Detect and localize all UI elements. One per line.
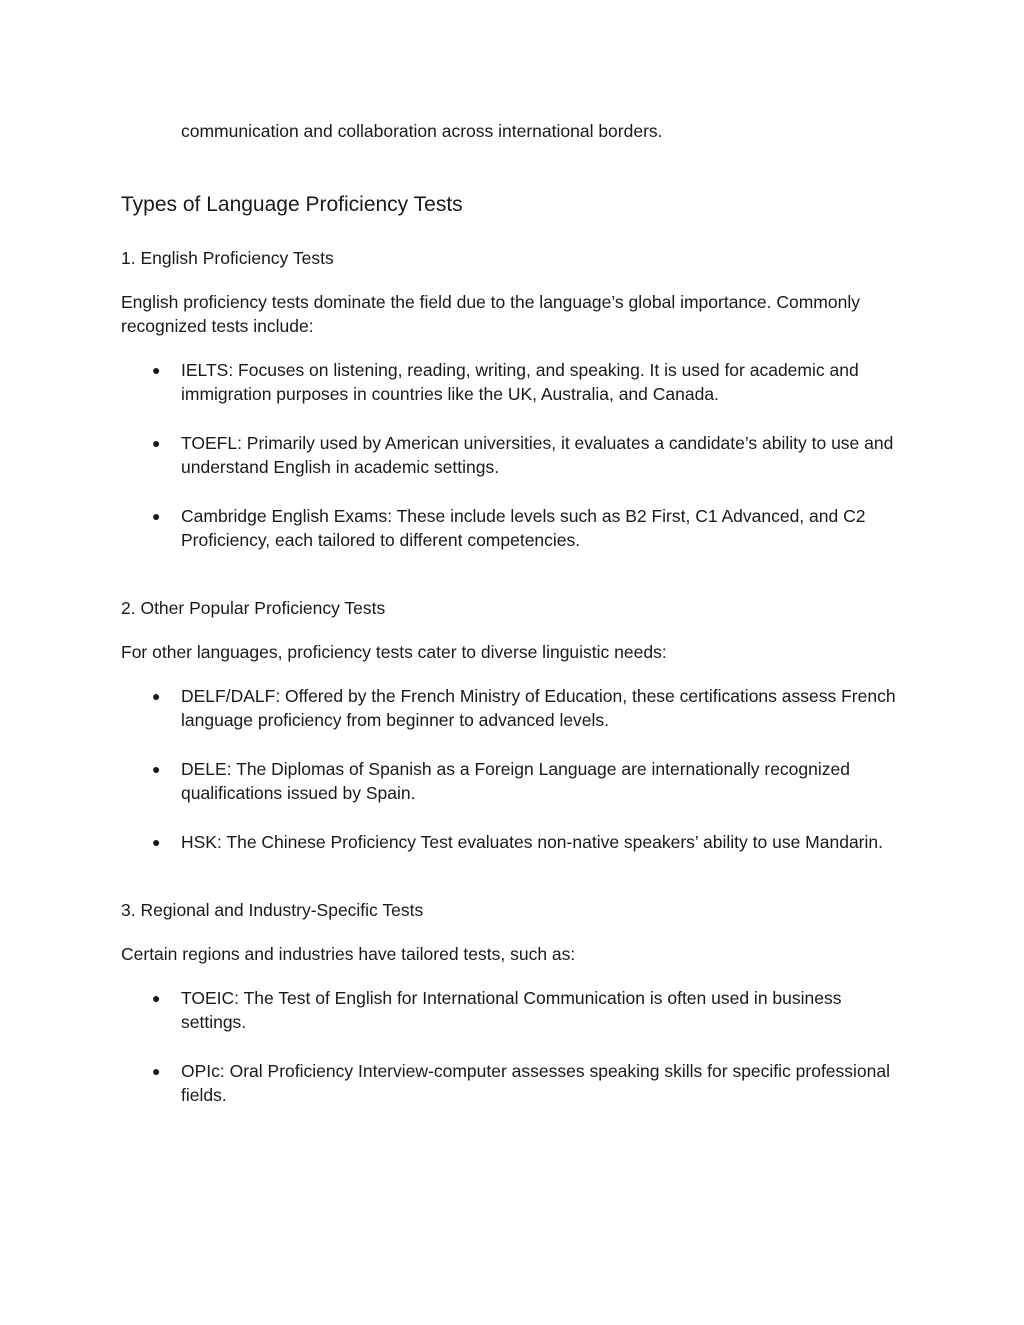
bullet-icon: ● [152, 508, 161, 524]
subsection-intro-regional: Certain regions and industries have tailored tests, such as: [121, 944, 576, 964]
list-item-text: OPIc: Oral Proficiency Interview-computer assesses speaking skills for specific professional fields. [181, 1061, 891, 1105]
continuation-text: communication and collaboration across international borders. [181, 121, 663, 141]
list-item [121, 830, 911, 854]
subsection-intro-other: For other languages, proficiency tests cater to diverse linguistic needs: [121, 642, 667, 662]
list-item-text: DELE: The Diplomas of Spanish as a Foreign Language are internationally recognized qualifications issued by Spain. [181, 759, 850, 803]
subsection-heading-other: 2. Other Popular Proficiency Tests [121, 598, 386, 618]
list-item [121, 684, 911, 732]
bullet-icon: ● [152, 362, 161, 378]
list-item-text: IELTS: Focuses on listening, reading, writing, and speaking. It is used for academic and immigration purposes in countries like the UK, Australia, and Canada. [181, 360, 859, 404]
document-body [121, 190, 911, 1132]
subsection-heading-regional: 3. Regional and Industry-Specific Tests [121, 900, 424, 920]
list-item [121, 1059, 911, 1107]
list-item-text: TOEIC: The Test of English for International Communication is often used in business settings. [181, 988, 842, 1032]
spacer [121, 879, 911, 898]
list-item [121, 358, 911, 406]
bullet-icon: ● [152, 990, 161, 1006]
bullet-list-english [121, 358, 911, 552]
section-title: Types of Language Proficiency Tests [121, 193, 463, 216]
bullet-list-other [121, 684, 911, 854]
list-item-text: HSK: The Chinese Proficiency Test evaluates non-native speakers’ ability to use Mandarin. [181, 832, 883, 852]
list-item-text: Cambridge English Exams: These include levels such as B2 First, C1 Advanced, and C2 Proficiency, each tailored to different competencies. [181, 506, 866, 550]
spacer [121, 577, 911, 596]
list-item [121, 431, 911, 479]
bullet-icon: ● [152, 688, 161, 704]
list-item [121, 504, 911, 552]
bullet-icon: ● [152, 761, 161, 777]
bullet-list-regional [121, 986, 911, 1107]
subsection-intro-english: English proficiency tests dominate the field due to the language’s global importance. Commonly recognized tests include: [121, 292, 860, 336]
list-item [121, 757, 911, 805]
list-item-text: TOEFL: Primarily used by American universities, it evaluates a candidate’s ability to use and understand English in academic settings. [181, 433, 894, 477]
bullet-icon: ● [152, 834, 161, 850]
list-item-text: DELF/DALF: Offered by the French Ministry of Education, these certifications assess French language proficiency from beginner to advanced levels. [181, 686, 896, 730]
bullet-icon: ● [152, 435, 161, 451]
subsection-heading-english: 1. English Proficiency Tests [121, 248, 334, 268]
bullet-icon: ● [152, 1063, 161, 1079]
list-item [121, 986, 911, 1034]
